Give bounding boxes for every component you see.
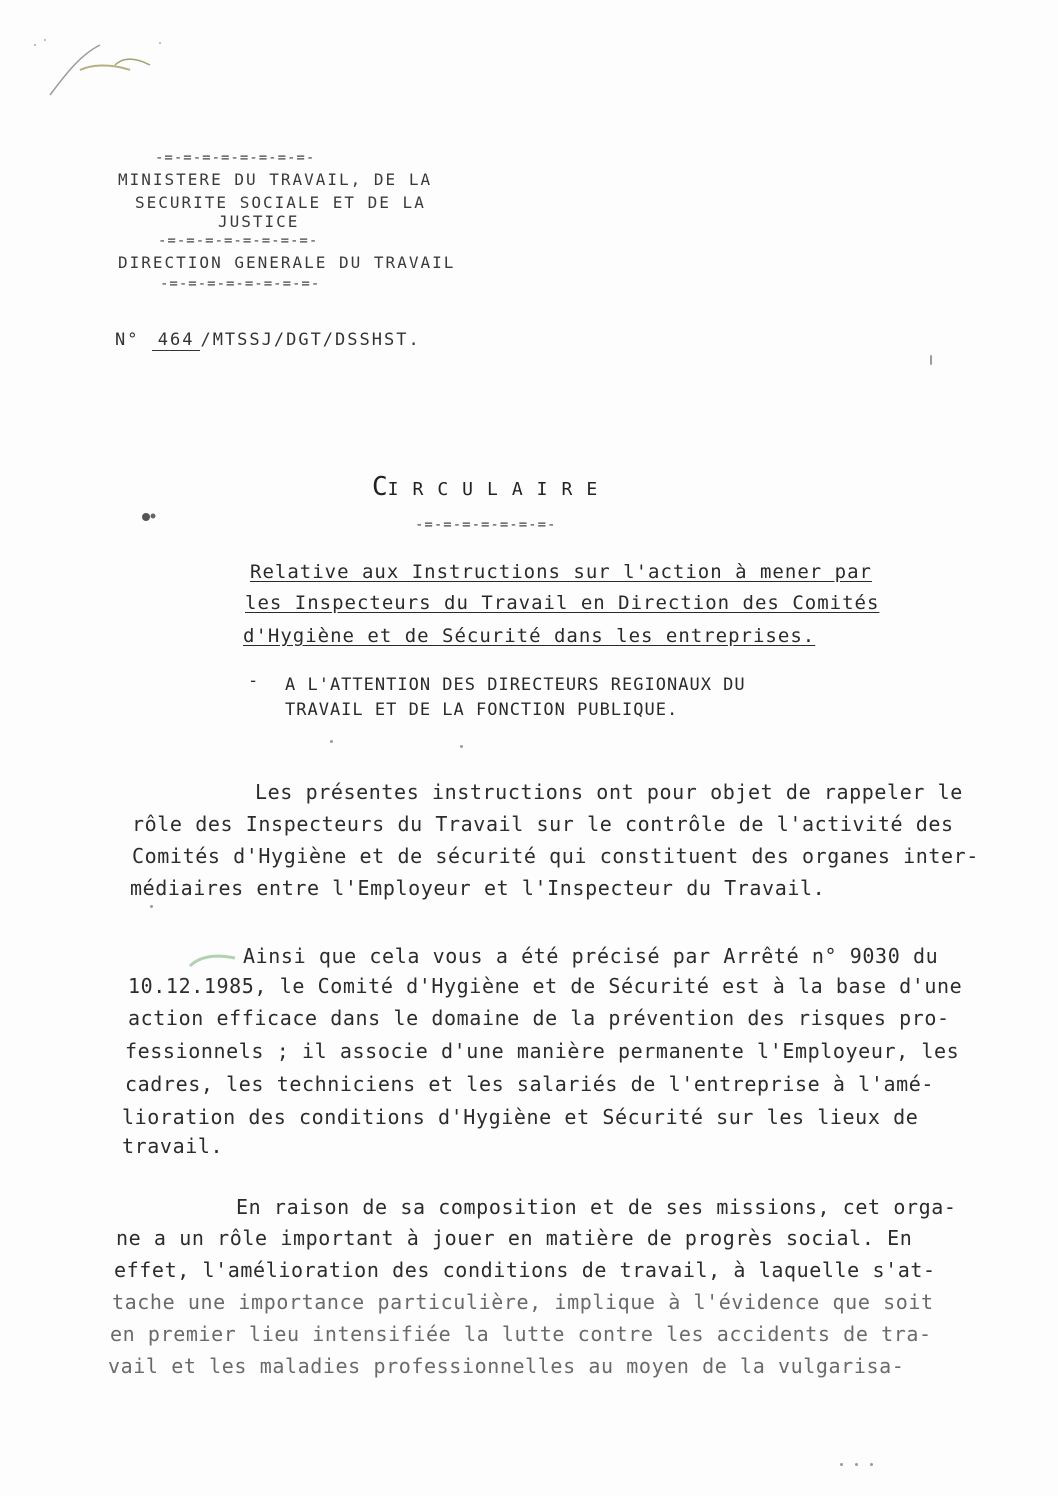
paragraph-3-line-1: En raison de sa composition et de ses missions, cet orga-	[236, 1195, 957, 1219]
title-dashes: -=-=-=-=-=-=-=-	[415, 517, 557, 533]
paragraph-1-line-3: Comités d'Hygiène et de sécurité qui constituent des organes inter-	[132, 844, 979, 868]
direction-line: DIRECTION GENERALE DU TRAVAIL	[118, 253, 456, 272]
ministry-line-3: JUSTICE	[218, 212, 300, 231]
paragraph-3-line-6: vail et les maladies professionnelles au moyen de la vulgarisa-	[108, 1354, 905, 1378]
scan-speck	[840, 1463, 843, 1466]
subject-line-3: d'Hygiène et de Sécurité dans les entreprises.	[243, 625, 816, 647]
attention-bullet: -	[248, 671, 260, 691]
header-dashes-bottom: -=-=-=-=-=-=-=-=-	[160, 276, 321, 292]
reference-number: 464	[152, 330, 201, 351]
paragraph-2-line-1: Ainsi que cela vous a été précisé par Arrêté n° 9030 du	[243, 944, 939, 968]
paragraph-2-line-3: action efficace dans le domaine de la prévention des risques pro-	[128, 1006, 950, 1030]
scan-speck	[330, 740, 333, 743]
title-first-letter: C	[372, 472, 388, 502]
scan-speck	[930, 355, 932, 365]
ink-blot-icon	[138, 508, 162, 526]
paragraph-3-line-3: effet, l'amélioration des conditions de travail, à laquelle s'at-	[114, 1258, 936, 1282]
green-pen-mark-icon	[185, 946, 245, 976]
subject-line-2: les Inspecteurs du Travail en Direction des Comités	[245, 592, 880, 614]
paragraph-3-line-4: tache une importance particulière, implique à l'évidence que soit	[112, 1290, 934, 1314]
subject-line-1: Relative aux Instructions sur l'action à mener par	[250, 561, 872, 583]
reference-suffix: /MTSSJ/DGT/DSSHST.	[200, 330, 421, 350]
header-dashes-top: -=-=-=-=-=-=-=-=-	[155, 150, 316, 166]
paragraph-2-line-2: 10.12.1985, le Comité d'Hygiène et de Sécurité est à la base d'une	[128, 974, 963, 998]
document-title	[372, 472, 611, 502]
scan-speck	[870, 1463, 873, 1466]
paragraph-1-line-4: médiaires entre l'Employeur et l'Inspecteur du Travail.	[130, 876, 826, 900]
reference-prefix: N°	[115, 330, 140, 350]
ministry-line-1: MINISTERE DU TRAVAIL, DE LA	[118, 170, 433, 189]
paragraph-1-line-1: Les présentes instructions ont pour objet de rappeler le	[255, 780, 963, 804]
paragraph-2-line-6: lioration des conditions d'Hygiène et Sécurité sur les lieux de	[122, 1105, 919, 1129]
title-rest: IRCULAIRE	[387, 479, 612, 500]
paragraph-2-line-4: fessionnels ; il associe d'une manière permanente l'Employeur, les	[125, 1039, 960, 1063]
handwritten-mark-icon	[20, 25, 180, 115]
paragraph-1-line-2: rôle des Inspecteurs du Travail sur le contrôle de l'activité des	[132, 812, 954, 836]
ministry-line-2: SECURITE SOCIALE ET DE LA	[135, 193, 426, 212]
scan-speck	[150, 905, 153, 908]
paragraph-2-line-7: travail.	[122, 1134, 224, 1158]
header-dashes-middle: -=-=-=-=-=-=-=-=-	[158, 233, 319, 249]
attention-line-2: TRAVAIL ET DE LA FONCTION PUBLIQUE.	[285, 700, 679, 720]
paragraph-3-line-2: ne a un rôle important à jouer en matière de progrès social. En	[116, 1226, 913, 1250]
reference-line	[115, 330, 421, 351]
scan-speck	[855, 1463, 858, 1466]
paragraph-3-line-5: en premier lieu intensifiée la lutte contre les accidents de tra-	[110, 1322, 932, 1346]
scan-speck	[460, 745, 463, 748]
paragraph-2-line-5: cadres, les techniciens et les salariés de l'entreprise à l'amé-	[125, 1072, 935, 1096]
attention-line-1: A L'ATTENTION DES DIRECTEURS REGIONAUX DU	[285, 675, 746, 695]
